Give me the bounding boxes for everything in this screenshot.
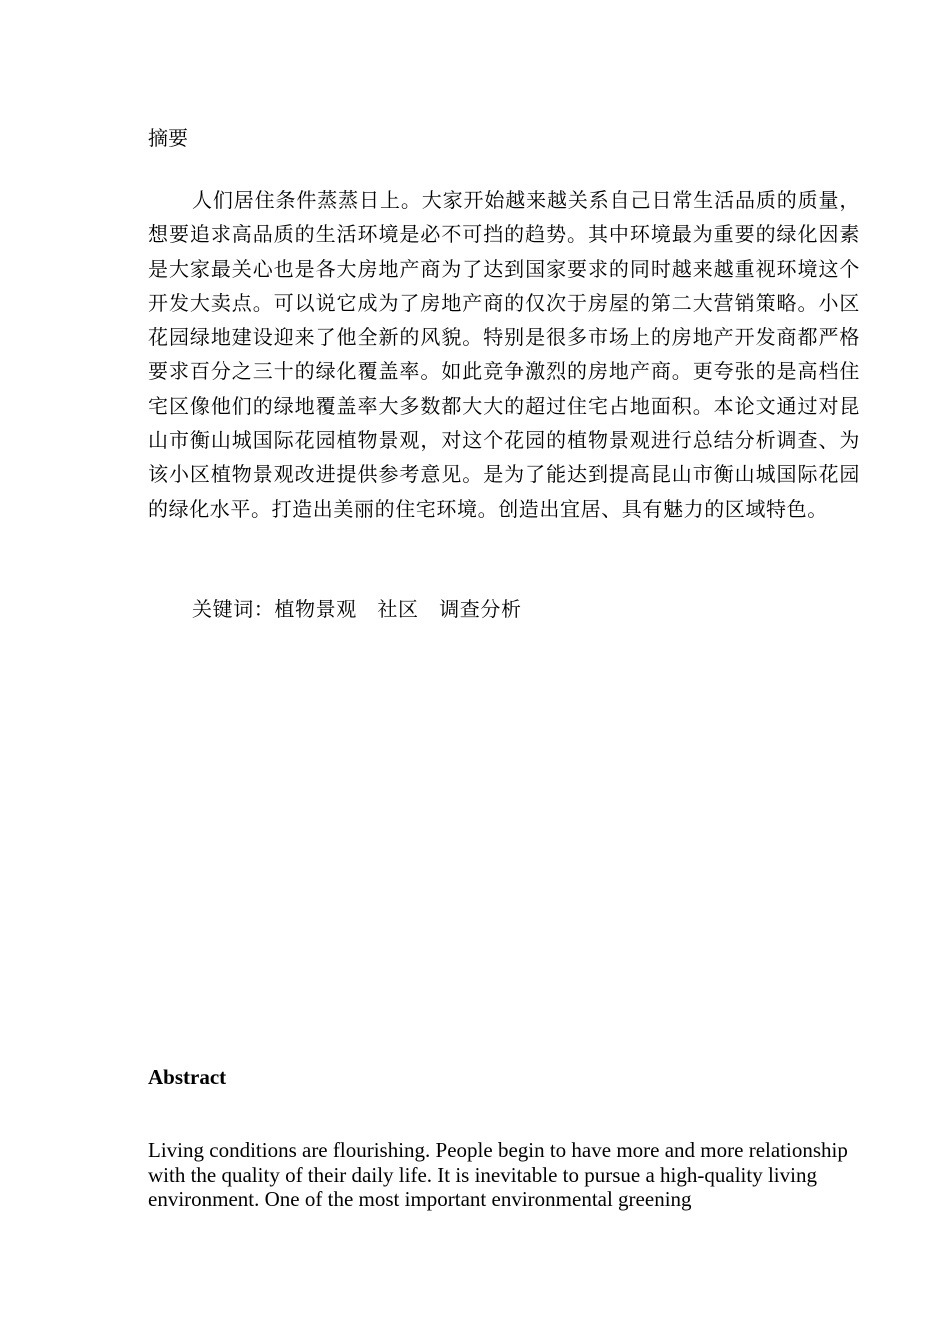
chinese-abstract-heading: 摘要 bbox=[148, 126, 188, 150]
chinese-abstract-body: 人们居住条件蒸蒸日上。大家开始越来越关系自己日常生活品质的质量，想要追求高品质的生活环境是必不可挡的趋势。其中环境最为重要的绿化因素是大家最关心也是各大房地产商为了达到国家要求的同时越来越重视环境这个开发大卖点。可以说它成为了房地产商的仅次于房屋的第二大营销策略。小区花园绿地建设迎来了他全新的风貌。特别是很多市场上的房地产开发商都严格要求百分之三十的绿化覆盖率。如此竞争激烈的房地产商。更夸张的是高档住宅区像他们的绿地覆盖率大多数都大大的超过住宅占地面积。本论文通过对昆山市衡山城国际花园植物景观，对这个花园的植物景观进行总结分析调查、为该小区植物景观改进提供参考意见。是为了能达到提高昆山市衡山城国际花园的绿化水平。打造出美丽的住宅环境。创造出宜居、具有魅力的区域特色。 bbox=[148, 188, 860, 521]
english-abstract-body: Living conditions are flourishing. People begin to have more and more relationship with the quality of their daily life. It is inevitable to pursue a high-quality living environment. One of the most important environmental greening bbox=[148, 1138, 848, 1211]
english-abstract-heading: Abstract bbox=[148, 1065, 227, 1089]
chinese-keywords: 关键词：植物景观 社区 调查分析 bbox=[192, 597, 522, 621]
